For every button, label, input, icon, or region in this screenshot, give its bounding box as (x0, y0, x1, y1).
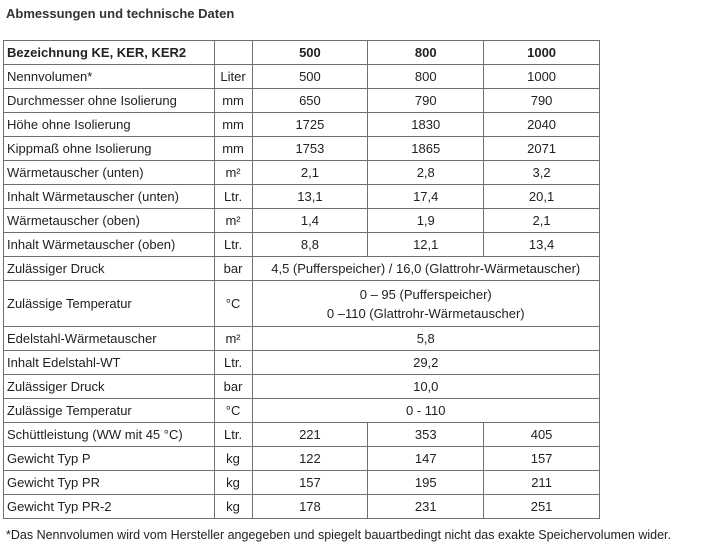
row-value: 650 (252, 89, 368, 113)
row-value: 157 (252, 471, 368, 495)
row-label: Zulässige Temperatur (4, 399, 215, 423)
table-row (4, 495, 600, 519)
table-row (4, 161, 600, 185)
header-col-500: 500 (252, 41, 368, 65)
row-unit: Ltr. (214, 185, 252, 209)
row-label: Edelstahl-Wärmetauscher (4, 327, 215, 351)
row-value: 13,1 (252, 185, 368, 209)
row-value: 147 (368, 447, 484, 471)
row-value: 2,1 (252, 161, 368, 185)
row-value: 221 (252, 423, 368, 447)
row-value: 790 (484, 89, 600, 113)
row-value: 1830 (368, 113, 484, 137)
row-value: 211 (484, 471, 600, 495)
row-unit: kg (214, 471, 252, 495)
table-row (4, 137, 600, 161)
row-value: 1000 (484, 65, 600, 89)
row-merged-value: 0 - 110 (252, 399, 600, 423)
row-label: Inhalt Wärmetauscher (unten) (4, 185, 215, 209)
row-value: 231 (368, 495, 484, 519)
row-value: 800 (368, 65, 484, 89)
row-label: Wärmetauscher (oben) (4, 209, 215, 233)
row-value: 17,4 (368, 185, 484, 209)
table-row (4, 185, 600, 209)
row-label: Inhalt Wärmetauscher (oben) (4, 233, 215, 257)
row-value: 20,1 (484, 185, 600, 209)
row-label: Gewicht Typ P (4, 447, 215, 471)
row-unit: bar (214, 375, 252, 399)
row-merged-value: 29,2 (252, 351, 600, 375)
row-label: Gewicht Typ PR-2 (4, 495, 215, 519)
merged-value-line: 0 –110 (Glattrohr-Wärmetauscher) (326, 305, 525, 321)
row-value: 2040 (484, 113, 600, 137)
row-unit: Ltr. (214, 423, 252, 447)
row-label: Zulässige Temperatur (4, 281, 215, 327)
row-value: 251 (484, 495, 600, 519)
table-row (4, 351, 600, 375)
spec-table (3, 40, 600, 519)
row-value: 1,4 (252, 209, 368, 233)
row-label: Kippmaß ohne Isolierung (4, 137, 215, 161)
table-row (4, 89, 600, 113)
row-value: 195 (368, 471, 484, 495)
table-row (4, 375, 600, 399)
row-label: Durchmesser ohne Isolierung (4, 89, 215, 113)
merged-value-line: 0 – 95 (Pufferspeicher) (359, 286, 492, 302)
row-label: Zulässiger Druck (4, 375, 215, 399)
row-unit: kg (214, 495, 252, 519)
row-unit: Ltr. (214, 351, 252, 375)
table-header-row (4, 41, 600, 65)
row-unit: m² (214, 209, 252, 233)
table-row (4, 471, 600, 495)
header-col-1000: 1000 (484, 41, 600, 65)
row-value: 178 (252, 495, 368, 519)
row-value: 2,8 (368, 161, 484, 185)
row-merged-value: 10,0 (252, 375, 600, 399)
table-row (4, 399, 600, 423)
table-row (4, 113, 600, 137)
row-label: Gewicht Typ PR (4, 471, 215, 495)
row-value: 2,1 (484, 209, 600, 233)
row-value: 157 (484, 447, 600, 471)
row-value: 500 (252, 65, 368, 89)
row-merged-value: 4,5 (Pufferspeicher) / 16,0 (Glattrohr-Wärmetauscher) (252, 257, 600, 281)
row-label: Zulässiger Druck (4, 257, 215, 281)
row-value: 8,8 (252, 233, 368, 257)
table-row (4, 233, 600, 257)
row-label: Wärmetauscher (unten) (4, 161, 215, 185)
row-value: 13,4 (484, 233, 600, 257)
row-unit: kg (214, 447, 252, 471)
row-value: 1753 (252, 137, 368, 161)
table-row (4, 65, 600, 89)
table-row (4, 257, 600, 281)
table-row (4, 447, 600, 471)
row-value: 1865 (368, 137, 484, 161)
row-value: 12,1 (368, 233, 484, 257)
page-title: Abmessungen und technische Daten (6, 6, 235, 21)
row-label: Inhalt Edelstahl-WT (4, 351, 215, 375)
row-value: 1725 (252, 113, 368, 137)
row-unit: mm (214, 137, 252, 161)
row-label: Schüttleistung (WW mit 45 °C) (4, 423, 215, 447)
row-value: 3,2 (484, 161, 600, 185)
row-unit: Ltr. (214, 233, 252, 257)
row-merged-value: 5,8 (252, 327, 600, 351)
row-unit: bar (214, 257, 252, 281)
row-label: Nennvolumen* (4, 65, 215, 89)
row-value: 353 (368, 423, 484, 447)
row-unit: °C (214, 281, 252, 327)
header-label: Bezeichnung KE, KER, KER2 (4, 41, 215, 65)
row-label: Höhe ohne Isolierung (4, 113, 215, 137)
table-row (4, 327, 600, 351)
table-row (4, 423, 600, 447)
row-unit: Liter (214, 65, 252, 89)
table-row (4, 281, 600, 327)
header-unit (214, 41, 252, 65)
footnote: *Das Nennvolumen wird vom Hersteller angegeben und spiegelt bauartbedingt nicht das exakte Speichervolumen wider. (6, 528, 671, 542)
row-unit: °C (214, 399, 252, 423)
row-value: 122 (252, 447, 368, 471)
table-row (4, 209, 600, 233)
row-value: 405 (484, 423, 600, 447)
row-merged-value (252, 281, 600, 327)
row-unit: mm (214, 89, 252, 113)
row-value: 790 (368, 89, 484, 113)
header-col-800: 800 (368, 41, 484, 65)
row-value: 1,9 (368, 209, 484, 233)
row-value: 2071 (484, 137, 600, 161)
row-unit: m² (214, 161, 252, 185)
row-unit: m² (214, 327, 252, 351)
row-unit: mm (214, 113, 252, 137)
